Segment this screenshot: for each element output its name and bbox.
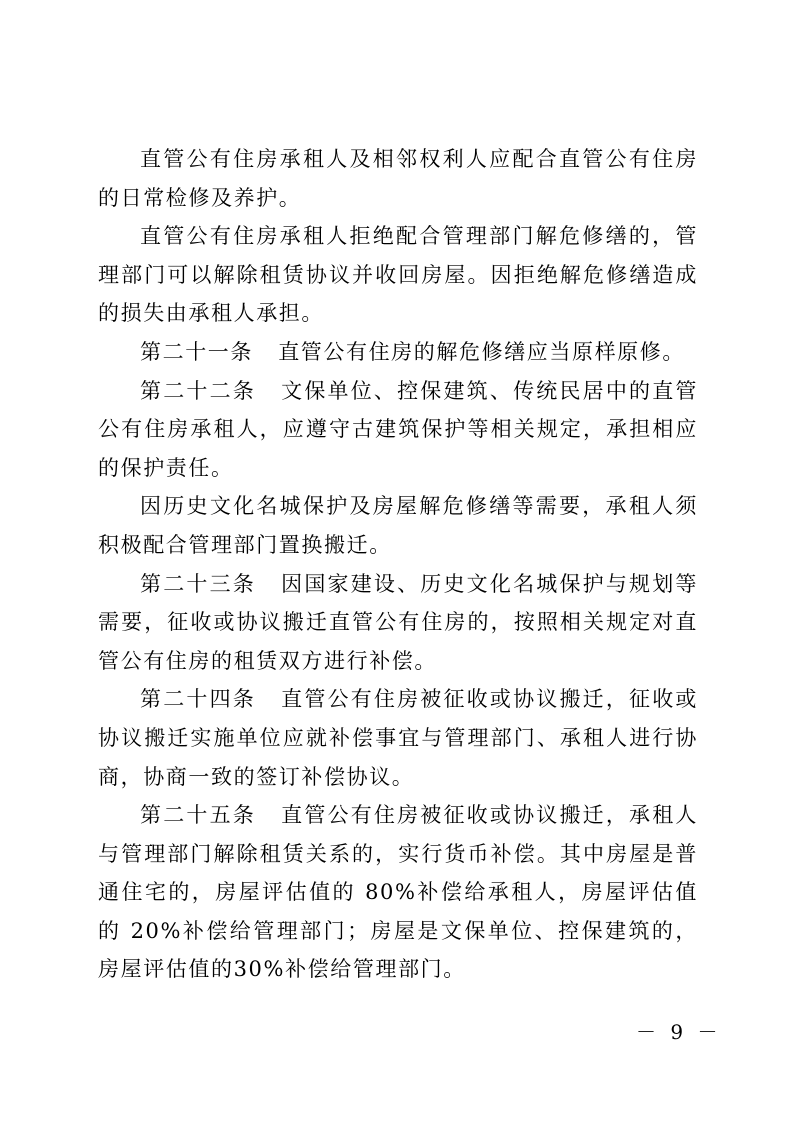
page-number: － 9 －: [636, 1020, 722, 1044]
paragraph: [98, 487, 698, 564]
paragraph: [98, 217, 698, 333]
paragraph-text: 文保单位、控保建筑、传统民居中的直管公有住房承租人，应遵守古建筑保护等相关规定，承担相应的保护责任。: [98, 378, 698, 480]
article-number: 第二十四条: [140, 687, 256, 712]
article-number: 第二十三条: [140, 571, 256, 596]
paragraph-text: 直管公有住房被征收或协议搬迁，承租人与管理部门解除租赁关系的，实行货币补偿。其中房屋是普通住宅的，房屋评估值的 80%补偿给承租人，房屋评估值的 20%补偿给管理部门；房屋是文保单位、控保建筑的，房屋评估值的30%补偿给管理部门。: [98, 803, 698, 982]
paragraph-text: 因国家建设、历史文化名城保护与规划等需要，征收或协议搬迁直管公有住房的，按照相关规定对直管公有住房的租赁双方进行补偿。: [98, 571, 698, 673]
paragraph-text: 直管公有住房承租人拒绝配合管理部门解危修缮的，管理部门可以解除租赁协议并收回房屋。因拒绝解危修缮造成的损失由承租人承担。: [98, 224, 698, 326]
paragraph: [98, 565, 698, 681]
paragraph: [98, 140, 698, 217]
paragraph: [98, 372, 698, 488]
paragraph-text: 直管公有住房被征收或协议搬迁，征收或协议搬迁实施单位应就补偿事宜与管理部门、承租人进行协商，协商一致的签订补偿协议。: [98, 687, 698, 789]
paragraph: [98, 333, 698, 372]
body-text: [98, 140, 698, 989]
article-number: 第二十五条: [140, 803, 256, 828]
article-number: 第二十一条: [140, 339, 253, 364]
paragraph-text: 直管公有住房承租人及相邻权利人应配合直管公有住房的日常检修及养护。: [98, 147, 698, 210]
paragraph-text: 直管公有住房的解危修缮应当原样原修。: [278, 339, 685, 364]
paragraph: [98, 680, 698, 796]
article-number: 第二十二条: [140, 378, 256, 403]
paragraph-text: 因历史文化名城保护及房屋解危修缮等需要，承租人须积极配合管理部门置换搬迁。: [98, 494, 698, 557]
paragraph: [98, 796, 698, 989]
